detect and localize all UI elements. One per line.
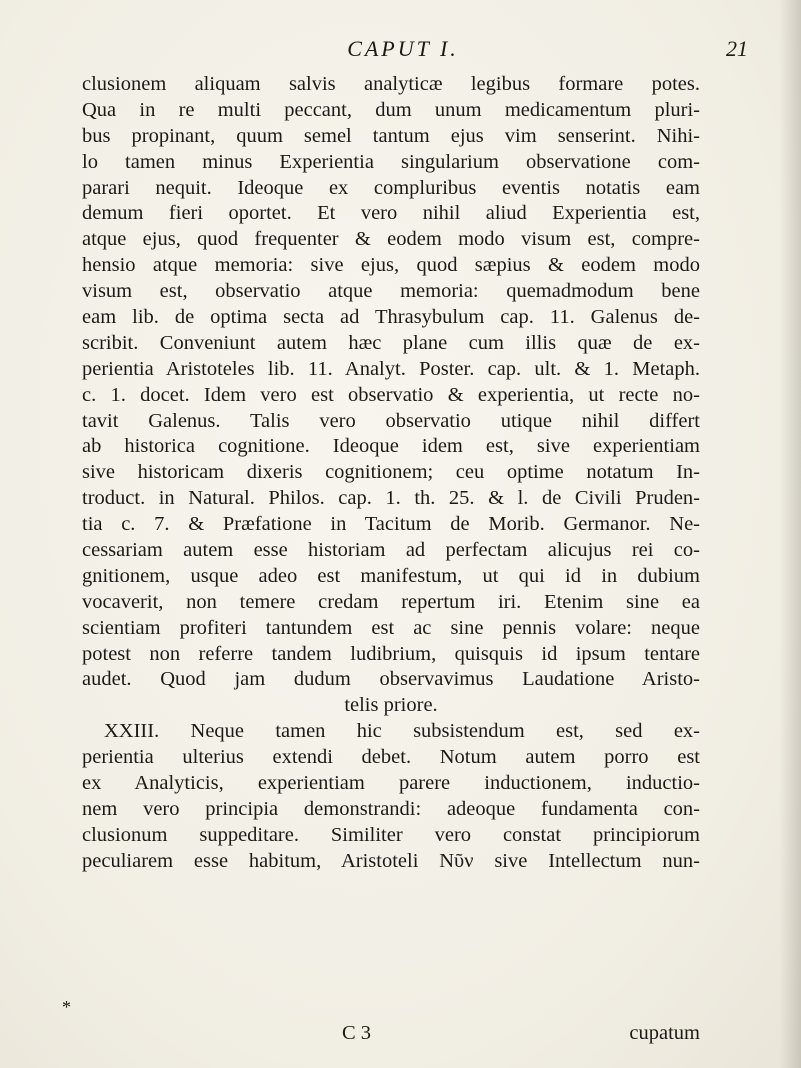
text-line: sive historicam dixeris cognitionem; ceu optime notatum In- [82, 461, 700, 484]
text-line: perientia ulterius extendi debet. Notum autem porro est [82, 746, 700, 769]
section-start-line: XXIII. Neque tamen hic subsistendum est, sed ex- [104, 720, 700, 743]
text-line: c. 1. docet. Idem vero est observatio & experientia, ut recte no- [82, 383, 700, 406]
text-line: clusionem aliquam salvis analyticæ legibus formare potes. [82, 73, 700, 95]
text-line: cessariam autem esse historiam ad perfectam alicujus rei co- [82, 539, 700, 562]
page-number: 21 [726, 36, 748, 61]
body-text [82, 72, 700, 875]
text-line: ex Analyticis, experientiam parere inductionem, inductio- [82, 772, 700, 795]
text-line: tavit Galenus. Talis vero observatio utique nihil differt [82, 409, 700, 432]
text-line: tia c. 7. & Præfatione in Tacitum de Morib. Germanor. Ne- [82, 513, 700, 536]
text-line: troduct. in Natural. Philos. cap. 1. th. 25. & l. de Civili Pruden- [82, 487, 700, 510]
text-line: ab historica cognitione. Ideoque idem est, sive experientiam [82, 435, 700, 458]
text-line: audet. Quod jam dudum observavimus Laudatione Aristo- [82, 668, 700, 691]
text-line: hensio atque memoria: sive ejus, quod sæpius & eodem modo [82, 254, 700, 277]
catchword: cupatum [629, 1022, 700, 1044]
text-line: vocaverit, non temere credam repertum iri. Etenim sine ea [82, 590, 700, 613]
text-line: atque ejus, quod frequenter & eodem modo visum est, compre- [82, 228, 700, 251]
text-line: nem vero principia demonstrandi: adeoque fundamenta con- [82, 797, 700, 820]
text-line: telis priore. [344, 694, 438, 717]
text-line: scribit. Conveniunt autem hæc plane cum illis quæ de ex- [82, 331, 700, 354]
text-line: perientia Aristoteles lib. 11. Analyt. Poster. cap. ult. & 1. Metaph. [82, 357, 700, 380]
chapter-title: CAPUT I. [347, 36, 459, 61]
text-line: bus propinant, quum semel tantum ejus vim senserint. Nihi- [82, 124, 700, 147]
text-line: visum est, observatio atque memoria: quemadmodum bene [82, 280, 700, 303]
text-line: parari nequit. Ideoque ex compluribus eventis notatis eam [82, 176, 700, 199]
text-line: Qua in re multi peccant, dum unum medicamentum pluri- [82, 98, 700, 121]
page-footer [82, 1022, 700, 1048]
text-line: peculiarem esse habitum, Aristoteli Nῦν sive Intellectum nun- [82, 849, 700, 872]
text-line: gnitionem, usque adeo est manifestum, ut qui id in dubium [82, 564, 700, 587]
page-edge-shadow [779, 0, 801, 1068]
signature-mark: C 3 [342, 1022, 372, 1044]
margin-asterisk: * [62, 997, 71, 1017]
text-line: eam lib. de optima secta ad Thrasybulum cap. 11. Galenus de- [82, 306, 700, 329]
text-line: demum fieri oportet. Et vero nihil aliud Experientia est, [82, 202, 700, 225]
text-line: clusionum suppeditare. Similiter vero constat principiorum [82, 823, 700, 846]
text-line: scientiam profiteri tantundem est ac sine pennis volare: neque [82, 616, 700, 639]
text-line: lo tamen minus Experientia singularium observatione com- [82, 150, 700, 173]
text-line: potest non referre tandem ludibrium, quisquis id ipsum tentare [82, 642, 700, 665]
running-head [58, 36, 748, 68]
